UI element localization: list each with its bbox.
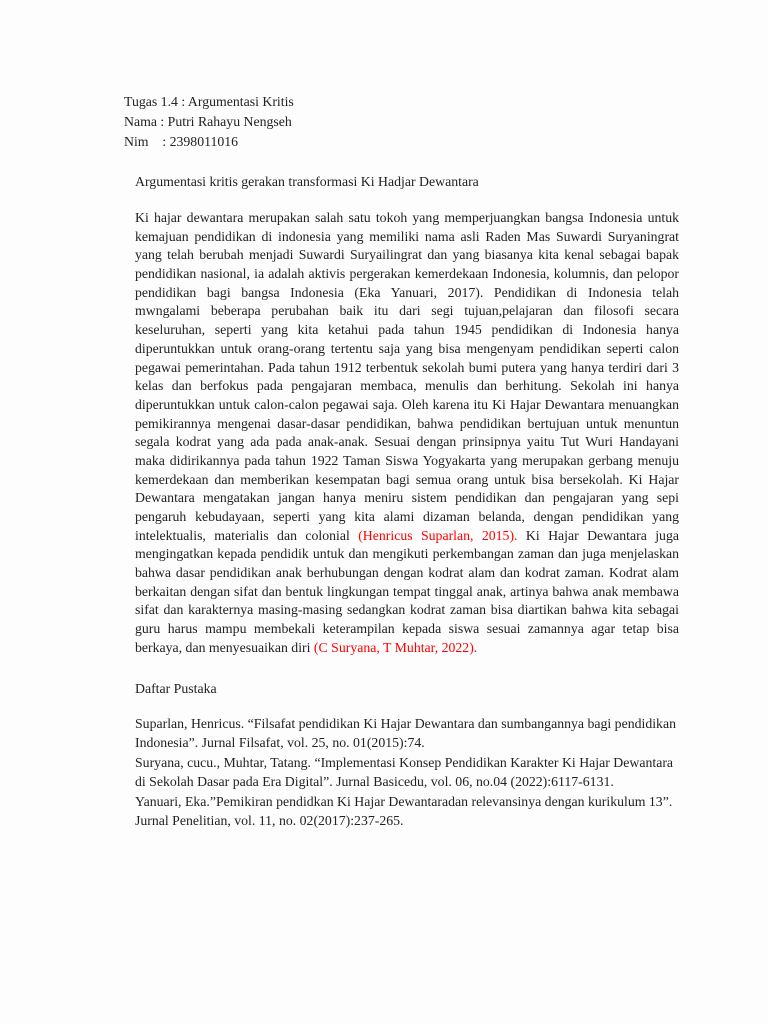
essay-paragraph bbox=[135, 209, 679, 658]
essay-line: sifat dan karakternya masing-masing sedangkan kodrat zaman bisa diartikan bahwa kita sebagai bbox=[135, 602, 679, 618]
reference-line: Suryana, cucu., Muhtar, Tatang. “Implementasi Konsep Pendidikan Karakter Ki Hajar Dewantara bbox=[135, 754, 674, 770]
reference-entry bbox=[135, 753, 676, 792]
reference-line: Suparlan, Henricus. “Filsafat pendidikan Ki Hajar Dewantara dan sumbangannya bagi pendidikan bbox=[135, 716, 676, 731]
essay-line-text: berkaya, dan menyesuaikan diri bbox=[135, 639, 314, 655]
essay-line: pengaruh kebudayaan, seperti yang kita alami dizaman belanda, dengan pendidikan yang bbox=[135, 509, 679, 524]
reference-list bbox=[135, 714, 676, 830]
reference-line: Indonesia”. Jurnal Filsafat, vol. 25, no. 01(2015):74. bbox=[135, 735, 425, 751]
essay-line: maka didirikannya pada tahun 1922 Taman Siswa Yogyakarta yang merupakan gerbang menuju bbox=[135, 452, 679, 468]
essay-line: pendidikan nasional, ia adalah aktivis pergerakan kemerdekaan Indonesia, kolumnis, dan pelopor bbox=[135, 266, 679, 282]
essay-line: mengingatkan kepada pendidik untuk dan mengikuti perkembangan zaman dan juga menjelaskan bbox=[135, 546, 679, 562]
essay-line: guru harus mampu membekali keterampilan kepada siswa sesuai zamannya agar tetap bisa bbox=[135, 621, 679, 637]
essay-line: pemikirannya mengenai dasar-dasar pendidikan, bahwa pendidikan bertujuan untuk menuntun bbox=[135, 415, 679, 431]
document-header bbox=[124, 92, 294, 152]
essay-line: berkaitan dengan sifat dan bentuk lingkungan tempat tinggal anak, artinya bahwa anak membawa bbox=[135, 583, 679, 599]
essay-line: kemerdekaan dan memberikan kesempatan bagi semua orang untuk bisa bersekolah. Ki Hajar bbox=[135, 471, 679, 487]
essay-line bbox=[135, 639, 679, 658]
essay-line-text: Ki Hajar Dewantara juga bbox=[517, 527, 679, 543]
student-nim: Nim : 2398011016 bbox=[124, 134, 239, 149]
essay-line: kemajuan pendidikan di indonesia yang memiliki nama asli Raden Mas Suwardi Suryaningrat bbox=[135, 228, 679, 244]
essay-title: Argumentasi kritis gerakan transformasi Ki Hadjar Dewantara bbox=[135, 174, 479, 189]
assignment-title: Tugas 1.4 : Argumentasi Kritis bbox=[124, 94, 294, 109]
in-text-citation: (Henricus Suparlan, 2015). bbox=[358, 527, 518, 543]
references-heading: Daftar Pustaka bbox=[135, 681, 217, 696]
reference-entry bbox=[135, 792, 676, 831]
essay-line: Dewantara mengatakan jangan hanya meniru sistem pendidikan dan pengajaran yang sepi bbox=[135, 490, 679, 506]
in-text-citation: (C Suryana, T Muhtar, 2022). bbox=[313, 639, 478, 655]
essay-line-text: intelektualis, materialis dan colonial bbox=[135, 527, 359, 543]
essay-line: mwngalami beberapa perubahan baik itu dari segi tujuan,pelajaran dan filosofi secara bbox=[135, 303, 679, 319]
essay-line bbox=[135, 527, 679, 546]
essay-line: pendidikan bagi bangsa Indonesia (Eka Yanuari, 2017). Pendidikan di Indonesia telah bbox=[135, 284, 679, 300]
essay-line: segala kodrat yang ada pada anak-anak. Sesuai dengan prinsipnya yaitu Tut Wuri Handayani bbox=[135, 434, 679, 450]
essay-line: Ki hajar dewantara merupakan salah satu tokoh yang memperjuangkan bangsa Indonesia untuk bbox=[135, 210, 679, 225]
student-name: Nama : Putri Rahayu Nengseh bbox=[124, 114, 292, 129]
essay-line: diperuntukkan untuk calon-calon pegawai saja. Oleh karena itu Ki Hajar Dewantara menuangkan bbox=[135, 396, 679, 412]
essay-line: bahwa dasar pendidikan anak berhubungan dengan kodrat alam dan kodrat zaman. Kodrat alam bbox=[135, 565, 679, 581]
essay-line: pegawai pemerintahan. Pada tahun 1912 terbentuk sekolah bumi putera yang hanya terdiri dari 3 bbox=[135, 359, 679, 375]
essay-line: yang telah berubah menjadi Suwardi Suryailingrat dan yang biasanya kita kenal sebagai bapak bbox=[135, 247, 679, 263]
essay-line: kelas dan berfokus pada pengajaran membaca, menulis dan berhitung. Sekolah ini hanya bbox=[135, 378, 679, 394]
reference-line: di Sekolah Dasar pada Era Digital”. Jurnal Basicedu, vol. 06, no.04 (2022):6117-6131. bbox=[135, 774, 614, 790]
essay-line: keseluruhan, seperti yang kita ketahui pada tahun 1945 pendidikan di Indonesia hanya bbox=[135, 322, 679, 338]
reference-entry bbox=[135, 714, 676, 753]
reference-line: Yanuari, Eka.”Pemikiran pendidkan Ki Hajar Dewantaradan relevansinya dengan kurikulum 13”. bbox=[135, 793, 673, 809]
reference-line: Jurnal Penelitian, vol. 11, no. 02(2017):237-265. bbox=[135, 812, 404, 828]
essay-line: diperuntukkan untuk orang-orang tertentu saja yang bisa mengenyam pendidikan seperti calon bbox=[135, 340, 679, 356]
